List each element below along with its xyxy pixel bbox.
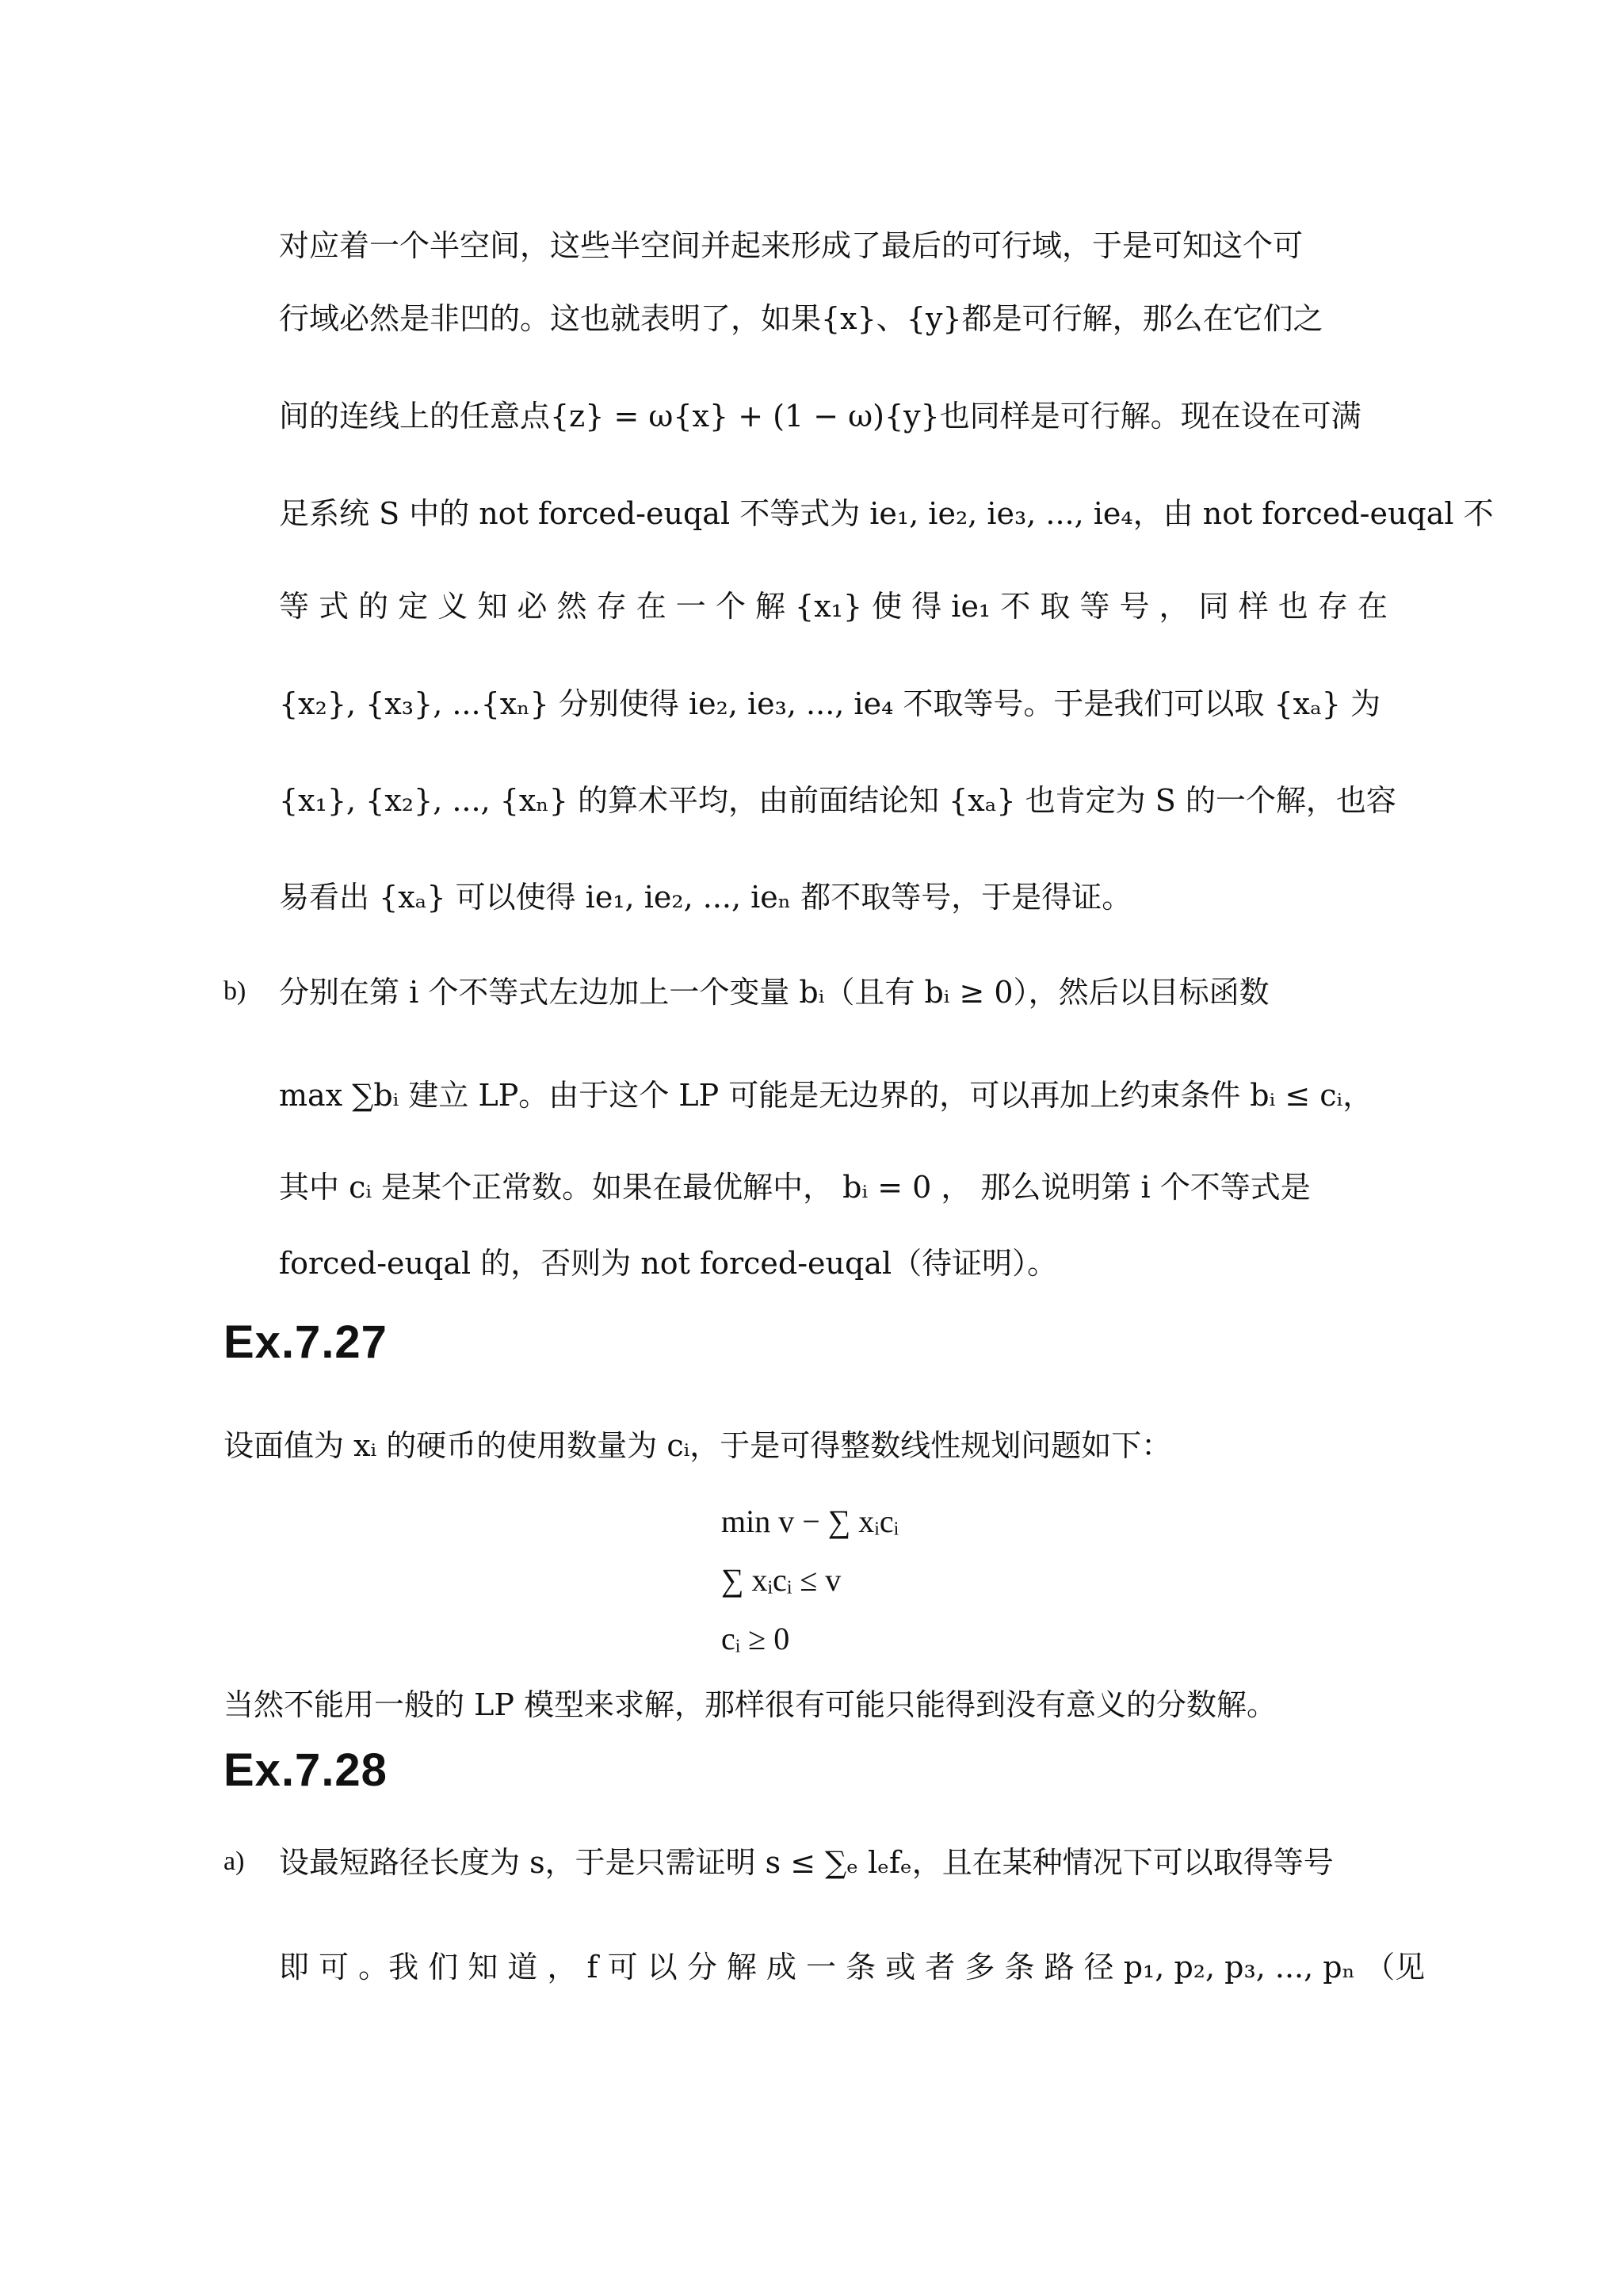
- text-line-5: 等 式 的 定 义 知 必 然 存 在 一 个 解 {x₁} 使 得 ie₁ 不 取 等 号 ， 同 样 也 存 在: [279, 589, 1388, 624]
- text-line-6: {x₂}, {x₃}, ...{xₙ} 分别使得 ie₂, ie₃, ..., ie₄ 不取等号。于是我们可以取 {xₐ} 为: [279, 686, 1381, 721]
- text-line-2: 行域必然是非凹的。这也就表明了，如果{x}、{y}都是可行解，那么在它们之: [279, 301, 1323, 336]
- ex727-constraint-2: cᵢ ≥ 0: [721, 1621, 790, 1656]
- text-line-3: 间的连线上的任意点{z} = ω{x} + (1 − ω){y}也同样是可行解。现在设在可满: [279, 399, 1361, 434]
- text-line-4: 足系统 S 中的 not forced-euqal 不等式为 ie₁, ie₂, ie₃, ..., ie₄，由 not forced-euqal 不: [279, 496, 1494, 531]
- ex728-line-1: 设最短路径长度为 s，于是只需证明 s ≤ ∑ₑ lₑfₑ，且在某种情况下可以取得等号: [279, 1845, 1334, 1880]
- ex727-intro: 设面值为 xᵢ 的硬币的使用数量为 cᵢ，于是可得整数线性规划问题如下：: [223, 1428, 1172, 1463]
- heading-ex-7-28: Ex.7.28: [223, 1744, 388, 1796]
- part-b-line-2: max ∑bᵢ 建立 LP。由于这个 LP 可能是无边界的，可以再加上约束条件 bᵢ ≤ cᵢ，: [279, 1078, 1373, 1113]
- text-line-8: 易看出 {xₐ} 可以使得 ie₁, ie₂, ..., ieₙ 都不取等号，于是得证。: [279, 880, 1132, 915]
- text-line-1: 对应着一个半空间，这些半空间并起来形成了最后的可行域，于是可知这个可: [279, 228, 1304, 263]
- ex727-outro: 当然不能用一般的 LP 模型来求解，那样很有可能只能得到没有意义的分数解。: [223, 1687, 1277, 1722]
- ex727-constraint-1: ∑ xᵢcᵢ ≤ v: [721, 1562, 842, 1598]
- ex728-line-2: 即 可 。我 们 知 道 ， f 可 以 分 解 成 一 条 或 者 多 条 路 径 p₁, p₂, p₃, ..., pₙ （见: [279, 1950, 1426, 1985]
- text-line-7: {x₁}, {x₂}, ..., {xₙ} 的算术平均，由前面结论知 {xₐ} 也肯定为 S 的一个解，也容: [279, 783, 1396, 818]
- part-b-label: b): [223, 976, 246, 1006]
- part-b-line-1: 分别在第 i 个不等式左边加上一个变量 bᵢ（且有 bᵢ ≥ 0），然后以目标函数: [279, 975, 1270, 1010]
- part-b-line-3: 其中 cᵢ 是某个正常数。如果在最优解中， bᵢ = 0 ， 那么说明第 i 个不等式是: [279, 1170, 1311, 1205]
- heading-ex-7-27: Ex.7.27: [223, 1316, 388, 1368]
- ex727-objective: min v − ∑ xᵢcᵢ: [721, 1503, 899, 1539]
- part-b-line-4: forced-euqal 的，否则为 not forced-euqal（待证明）。: [279, 1246, 1058, 1281]
- ex728-part-a-label: a): [223, 1847, 245, 1876]
